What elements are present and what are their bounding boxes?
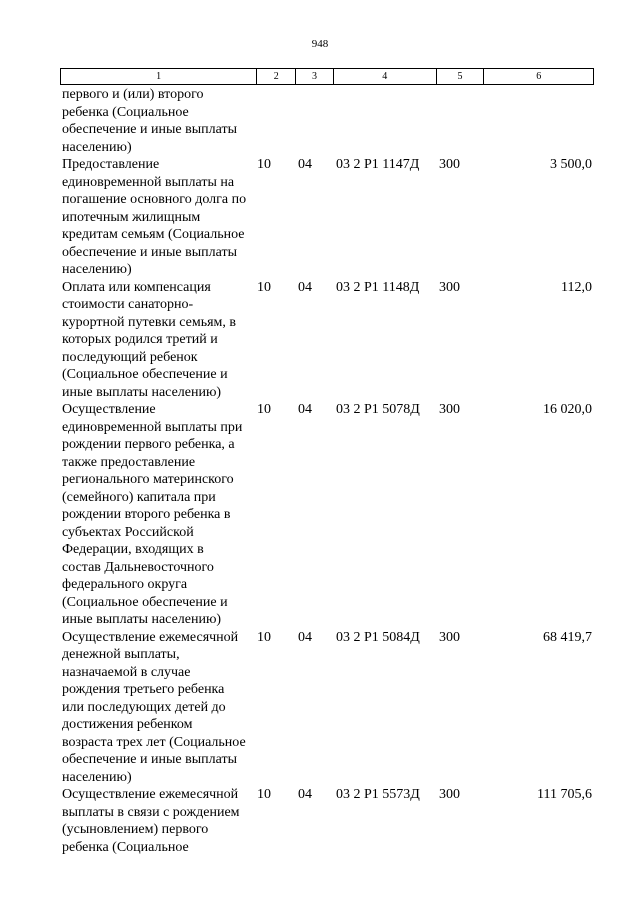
table-row — [60, 401, 594, 629]
row-section: 10 — [257, 157, 271, 172]
row-name: Предоставление единовременной выплаты на погашение основного долга по ипотечным жилищным кредитам семьям (Социальное обеспечение и иные выплаты населению) — [62, 157, 247, 277]
row-type: 300 — [439, 402, 460, 417]
table-header — [60, 68, 594, 85]
row-type: 300 — [439, 629, 460, 645]
row-amount: 3 500,0 — [550, 157, 592, 172]
table-row — [60, 629, 594, 787]
row-code: 03 2 P1 1147Д — [336, 157, 420, 172]
column-header-3: 3 — [296, 69, 334, 84]
row-name: Оплата или компенсация стоимости санаторно- курортной путевки семьям, в которых родился третий и последующий ребенок (Социальное обеспечение и иные выплаты населению) — [62, 279, 237, 400]
row-subsection: 04 — [298, 279, 312, 295]
row-amount: 68 419,7 — [543, 629, 592, 645]
row-name: Осуществление ежемесячной денежной выплаты, назначаемой в случае рождения третьего ребенка или последующих детей до достижения ребенком возраста трех лет (Социальное обеспечение и иные выплаты населению) — [62, 629, 246, 785]
row-type: 300 — [439, 279, 460, 295]
row-name: Осуществление ежемесячной выплаты в связи с рождением (усыновлением) первого ребенка (Социальное — [62, 787, 240, 855]
row-amount: 111 705,6 — [537, 787, 592, 802]
column-header-1: 1 — [61, 69, 257, 84]
row-section: 10 — [257, 787, 271, 802]
row-name: Осуществление единовременной выплаты при рождении первого ребенка, а также предоставление регионального материнского (семейного) капитала при рождении второго ребенка в субъектах Российской Федерации, входящих в состав Дальневосточного федерального округа (Социальное обеспечение и иные выплаты населению) — [62, 402, 243, 627]
column-header-5: 5 — [437, 69, 485, 84]
table-row — [60, 156, 594, 279]
row-amount: 16 020,0 — [543, 402, 592, 417]
row-section: 10 — [257, 629, 271, 645]
row-code: 03 2 P1 5078Д — [336, 402, 420, 417]
row-subsection: 04 — [298, 787, 312, 802]
row-subsection: 04 — [298, 157, 312, 172]
table-body — [60, 86, 594, 856]
row-subsection: 04 — [298, 629, 312, 645]
column-header-2: 2 — [257, 69, 296, 84]
table-row — [60, 279, 594, 402]
row-type: 300 — [439, 787, 460, 802]
row-subsection: 04 — [298, 402, 312, 417]
row-section: 10 — [257, 279, 271, 295]
column-header-6: 6 — [536, 71, 542, 82]
row-code: 03 2 P1 1148Д — [336, 279, 420, 295]
row-code: 03 2 P1 5084Д — [336, 629, 420, 645]
row-code: 03 2 P1 5573Д — [336, 787, 420, 802]
row-name: первого и (или) второго ребенка (Социальное обеспечение и иные выплаты населению) — [62, 87, 237, 155]
column-header-4: 4 — [334, 69, 437, 84]
row-amount: 112,0 — [561, 279, 592, 295]
table-row — [60, 86, 594, 156]
row-type: 300 — [439, 157, 460, 172]
page-number: 948 — [311, 38, 329, 50]
row-section: 10 — [257, 402, 271, 417]
table-row — [60, 786, 594, 856]
